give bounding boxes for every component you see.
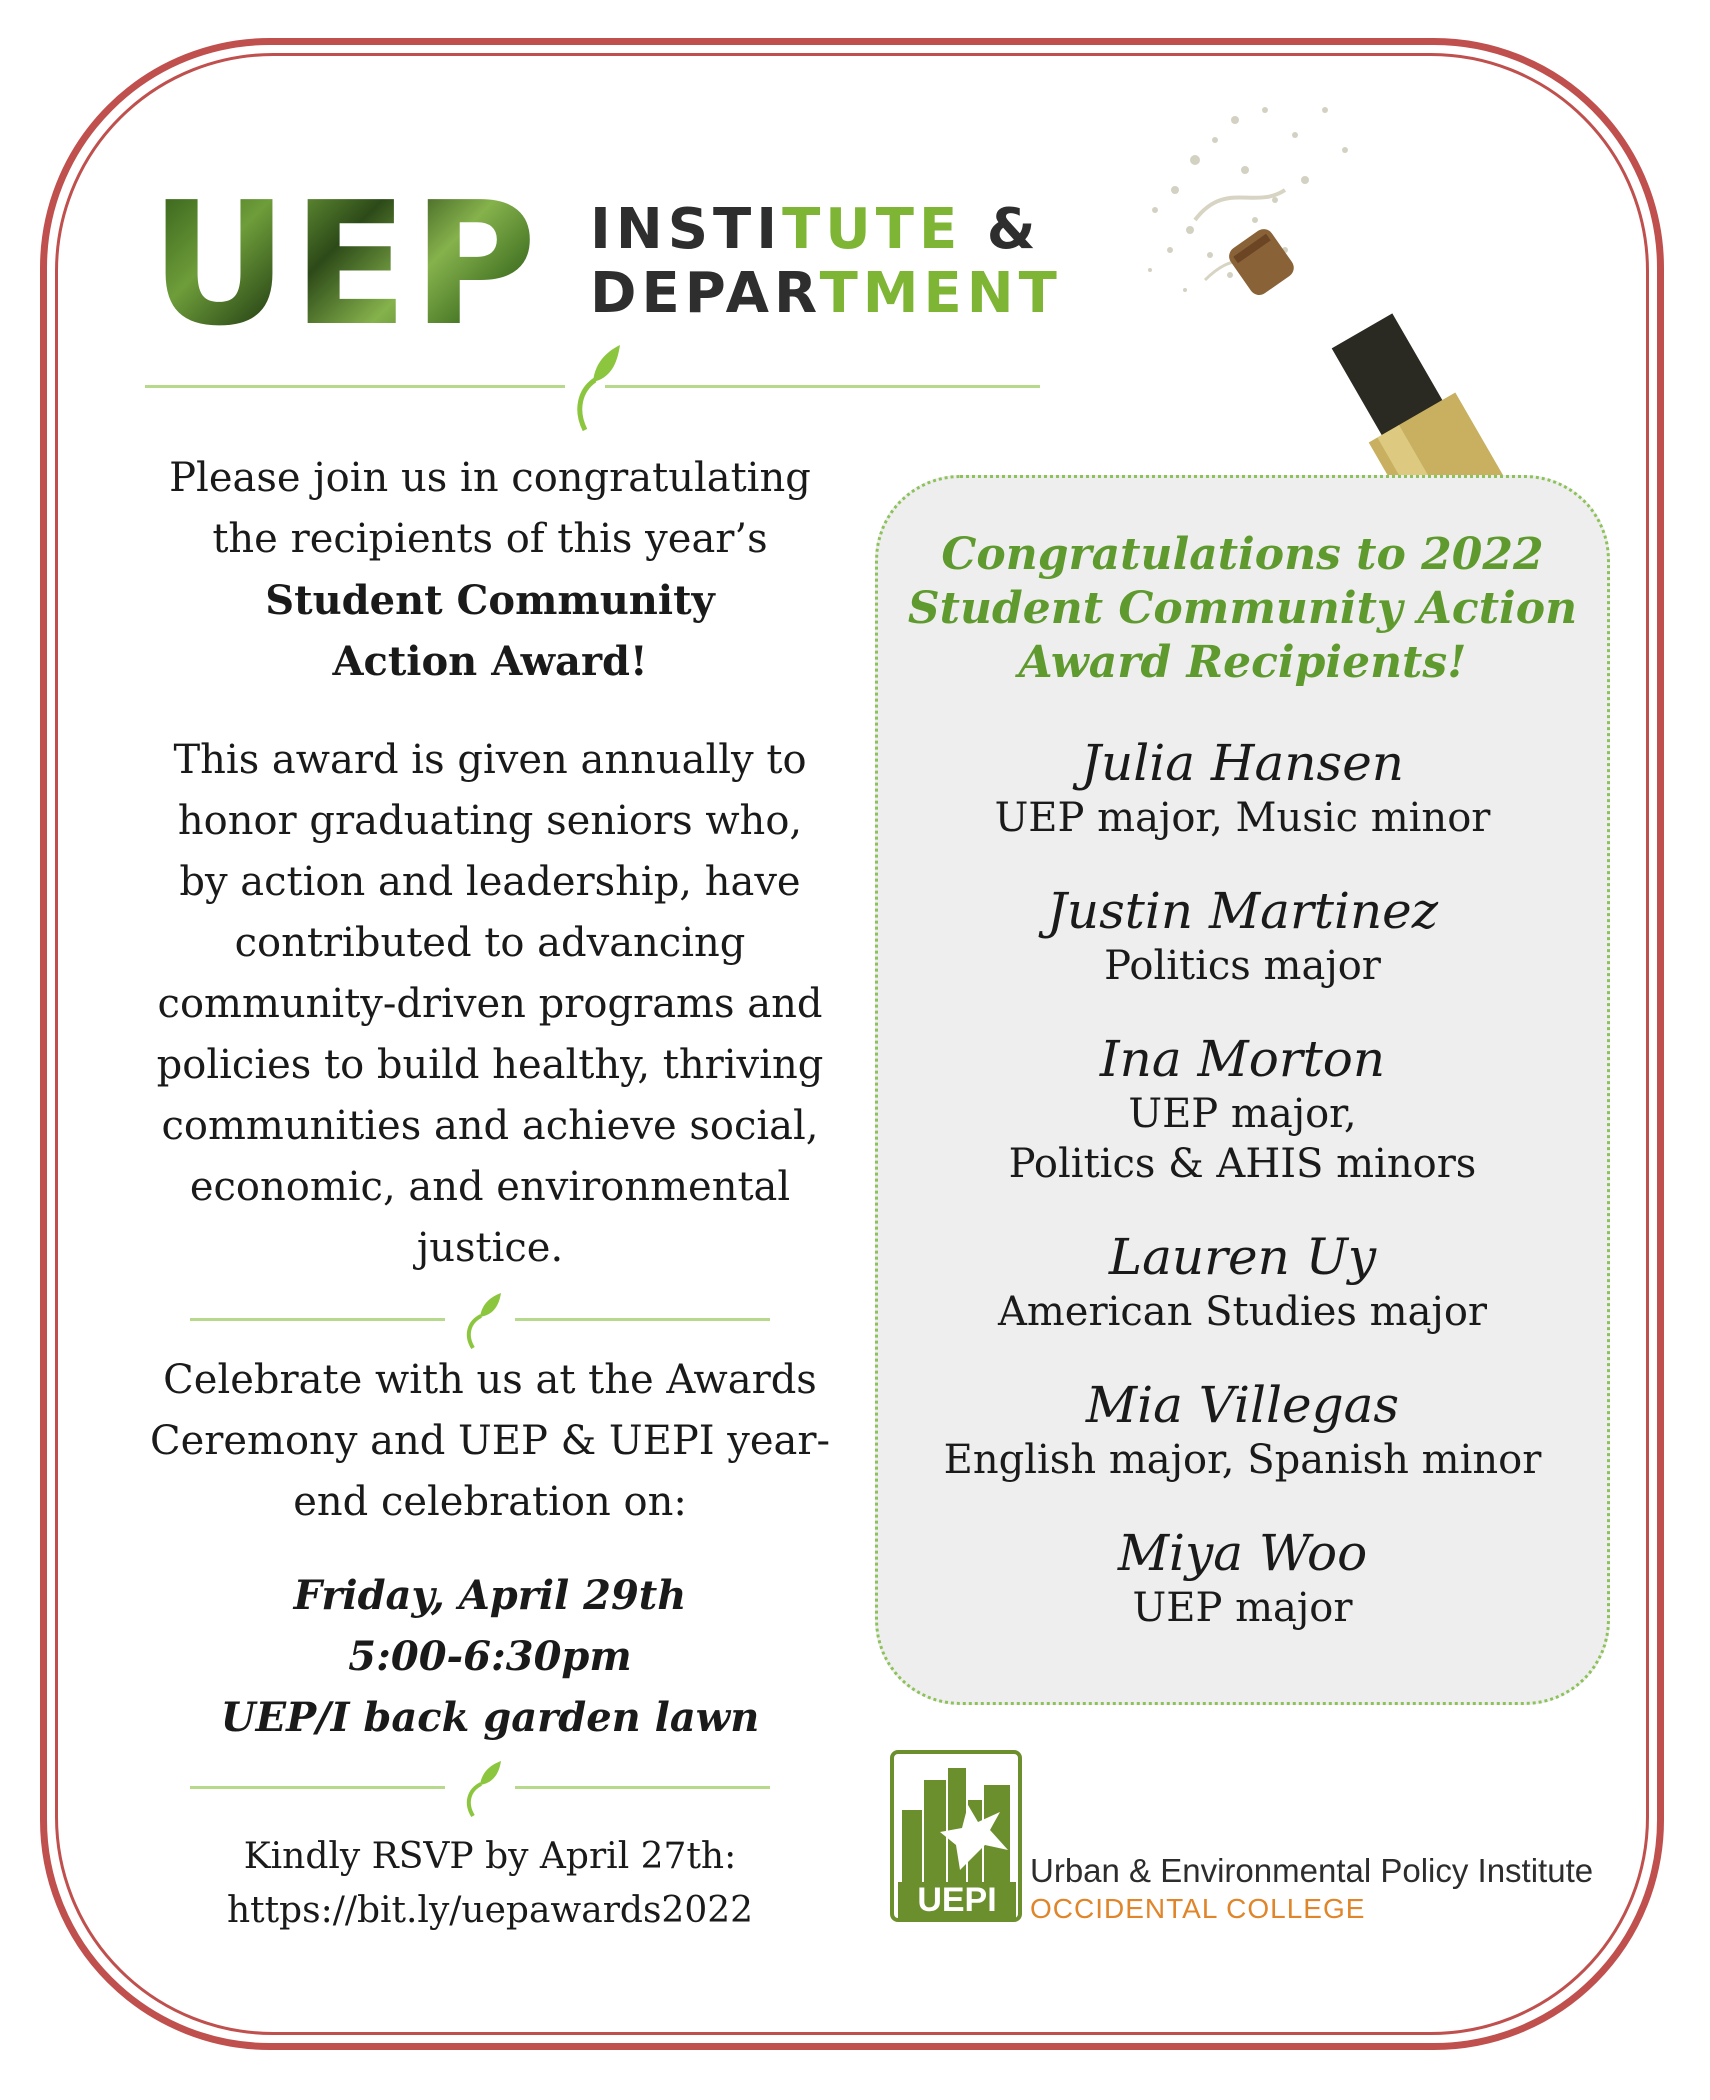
recipient-detail: American Studies major (997, 1289, 1488, 1335)
rsvp-text (140, 1830, 840, 1938)
logo-word-depar: DEPAR (590, 261, 820, 327)
event-date: Friday, April 29th (293, 1572, 687, 1619)
description-line: communities and achieve social, (161, 1103, 819, 1149)
recipient-name: Ina Morton (1099, 1030, 1386, 1088)
description-line: community-driven programs and (157, 981, 823, 1027)
recipient-name: Julia Hansen (1081, 734, 1404, 792)
celebrate-text (140, 1350, 840, 1533)
intro-text (140, 448, 840, 692)
recipient-name: Lauren Uy (1108, 1228, 1377, 1286)
divider-right (515, 1318, 770, 1321)
recipients-title-line: Congratulations to 2022 (941, 529, 1544, 580)
divider-left (190, 1318, 445, 1321)
event-location: UEP/I back garden lawn (220, 1694, 760, 1741)
header-divider-right (605, 385, 1040, 388)
recipient-detail: English major, Spanish minor (943, 1437, 1542, 1483)
header-divider-left (145, 385, 565, 388)
celebrate-line: end celebration on: (293, 1479, 687, 1525)
recipient-detail: UEP major (1132, 1585, 1353, 1631)
award-name-line-1: Student Community (265, 577, 715, 624)
sprout-icon (555, 340, 625, 435)
description-line: contributed to advancing (234, 920, 746, 966)
intro-line-1: Please join us in congratulating (169, 455, 811, 501)
recipients-panel (875, 475, 1610, 1705)
recipients-title (878, 528, 1607, 690)
logo-word-amp: & (962, 197, 1041, 262)
event-details (140, 1565, 840, 1748)
champagne-bottle-icon (1095, 80, 1565, 480)
description-line: policies to build healthy, thriving (156, 1042, 824, 1088)
recipient-detail: Politics major (1104, 943, 1381, 989)
recipient-name: Mia Villegas (1085, 1376, 1400, 1434)
list-item (878, 1029, 1607, 1189)
description-line: by action and leadership, have (179, 859, 801, 905)
rsvp-link[interactable]: https://bit.ly/uepawards2022 (226, 1890, 754, 1931)
logo-word-tute: TUTE (782, 197, 963, 262)
event-time: 5:00-6:30pm (348, 1633, 632, 1680)
description-line: economic, and environmental (189, 1164, 791, 1210)
list-item (878, 733, 1607, 843)
recipient-name: Miya Woo (1117, 1524, 1368, 1582)
award-description (140, 730, 840, 1279)
celebrate-line: Ceremony and UEP & UEPI year- (149, 1418, 831, 1464)
award-name-line-2: Action Award! (332, 638, 648, 685)
logo-word-insti: INSTI (590, 197, 783, 262)
recipients-title-line: Student Community Action (907, 583, 1578, 634)
description-line: honor graduating seniors who, (177, 798, 803, 844)
divider-right (515, 1786, 770, 1789)
recipients-title-line: Award Recipients! (1018, 637, 1467, 688)
list-item (878, 1375, 1607, 1485)
description-line: justice. (416, 1225, 564, 1271)
recipients-list (878, 733, 1607, 1671)
recipient-detail: UEP major, (1128, 1091, 1357, 1137)
recipient-name: Justin Martinez (1046, 882, 1439, 940)
intro-line-2: the recipients of this year’s (212, 516, 768, 562)
uepi-badge-text: UEPI (917, 1881, 997, 1919)
divider-left (190, 1786, 445, 1789)
recipient-detail: Politics & AHIS minors (1008, 1141, 1477, 1187)
list-item (878, 1227, 1607, 1337)
sprout-icon (455, 1290, 505, 1350)
rsvp-deadline: Kindly RSVP by April 27th: (243, 1836, 737, 1877)
list-item (878, 1523, 1607, 1633)
uepi-college-name: OCCIDENTAL COLLEGE (1030, 1893, 1366, 1924)
logo-word-tment: TMENT (819, 261, 1062, 327)
list-item (878, 881, 1607, 991)
uepi-institute-name: Urban & Environmental Policy Institute (1030, 1852, 1594, 1889)
description-line: This award is given annually to (173, 737, 807, 783)
sprout-icon (455, 1758, 505, 1818)
celebrate-line: Celebrate with us at the Awards (163, 1357, 817, 1403)
uep-logo-words (590, 198, 1062, 327)
recipient-detail: UEP major, Music minor (994, 795, 1491, 841)
uep-logo-letters: UEP (150, 166, 541, 364)
